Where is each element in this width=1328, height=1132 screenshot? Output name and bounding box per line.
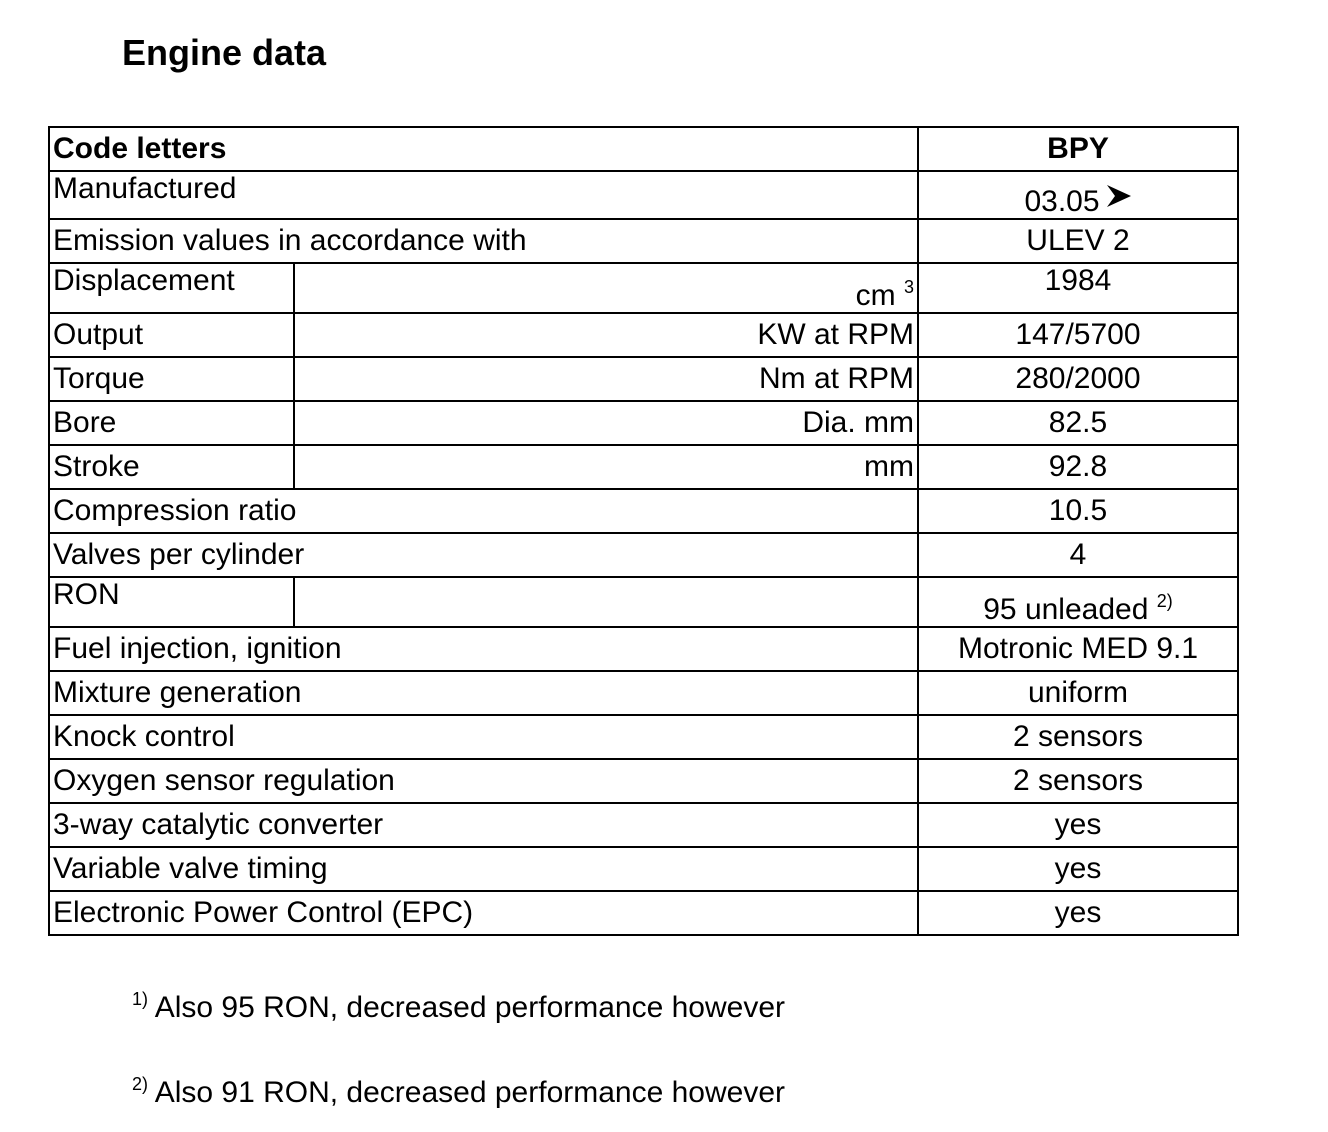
row-label: Output xyxy=(49,313,294,357)
row-value: ULEV 2 xyxy=(918,219,1238,263)
table-row xyxy=(49,533,1238,577)
row-unit: mm xyxy=(294,445,918,489)
row-value: 280/2000 xyxy=(918,357,1238,401)
row-label: Knock control xyxy=(49,715,918,759)
row-value-superscript: 2) xyxy=(1156,591,1173,611)
row-value: yes xyxy=(918,891,1238,935)
row-label: Stroke xyxy=(49,445,294,489)
table-row xyxy=(49,891,1238,935)
row-value: 2 sensors xyxy=(918,759,1238,803)
row-unit-empty xyxy=(294,577,918,627)
row-unit: KW at RPM xyxy=(294,313,918,357)
table-row xyxy=(49,847,1238,891)
row-label: Electronic Power Control (EPC) xyxy=(49,891,918,935)
row-label: Torque xyxy=(49,357,294,401)
row-value: 2 sensors xyxy=(918,715,1238,759)
row-value-text: 03.05 xyxy=(1024,185,1100,218)
row-value-text: 95 unleaded xyxy=(983,593,1149,626)
engine-data-table xyxy=(48,126,1239,936)
page-title: Engine data xyxy=(122,32,327,73)
row-label: Manufactured xyxy=(49,171,918,219)
row-label: RON xyxy=(49,577,294,627)
footnote-text: Also 95 RON, decreased performance however xyxy=(154,991,786,1024)
table-row xyxy=(49,803,1238,847)
table-row xyxy=(49,715,1238,759)
row-value: BPY xyxy=(918,127,1238,171)
row-value xyxy=(918,577,1238,627)
row-unit: Nm at RPM xyxy=(294,357,918,401)
row-value: uniform xyxy=(918,671,1238,715)
footnote-text: Also 91 RON, decreased performance however xyxy=(154,1076,786,1109)
table-row xyxy=(49,313,1238,357)
table-row xyxy=(49,445,1238,489)
table-row xyxy=(49,577,1238,627)
table-row xyxy=(49,357,1238,401)
row-value: Motronic MED 9.1 xyxy=(918,627,1238,671)
table-row xyxy=(49,219,1238,263)
row-value: 82.5 xyxy=(918,401,1238,445)
table-row xyxy=(49,171,1238,219)
table-row xyxy=(49,401,1238,445)
row-label: Compression ratio xyxy=(49,489,918,533)
row-value: yes xyxy=(918,847,1238,891)
footnote-marker: 2) xyxy=(132,1074,149,1094)
table-row xyxy=(49,759,1238,803)
row-label: Oxygen sensor regulation xyxy=(49,759,918,803)
row-label: 3-way catalytic converter xyxy=(49,803,918,847)
row-value: 10.5 xyxy=(918,489,1238,533)
table-row xyxy=(49,127,1238,171)
footnote-1 xyxy=(132,990,785,1026)
row-value: yes xyxy=(918,803,1238,847)
row-unit-superscript: 3 xyxy=(903,277,914,297)
row-label: Valves per cylinder xyxy=(49,533,918,577)
footnote-marker: 1) xyxy=(132,989,149,1009)
table-row xyxy=(49,489,1238,533)
row-label: Code letters xyxy=(49,127,918,171)
row-label: Variable valve timing xyxy=(49,847,918,891)
row-label: Fuel injection, ignition xyxy=(49,627,918,671)
row-unit-text: cm xyxy=(855,279,896,312)
table-row xyxy=(49,671,1238,715)
row-unit: Dia. mm xyxy=(294,401,918,445)
row-value xyxy=(918,171,1238,219)
footnote-2 xyxy=(132,1075,785,1111)
table-row xyxy=(49,263,1238,313)
row-value: 147/5700 xyxy=(918,313,1238,357)
row-label: Emission values in accordance with xyxy=(49,219,918,263)
table-row xyxy=(49,627,1238,671)
row-label: Bore xyxy=(49,401,294,445)
row-value: 4 xyxy=(918,533,1238,577)
arrow-right-icon xyxy=(1106,183,1132,215)
row-label: Displacement xyxy=(49,263,294,313)
row-label: Mixture generation xyxy=(49,671,918,715)
row-value: 92.8 xyxy=(918,445,1238,489)
row-value: 1984 xyxy=(918,263,1238,313)
row-unit xyxy=(294,263,918,313)
